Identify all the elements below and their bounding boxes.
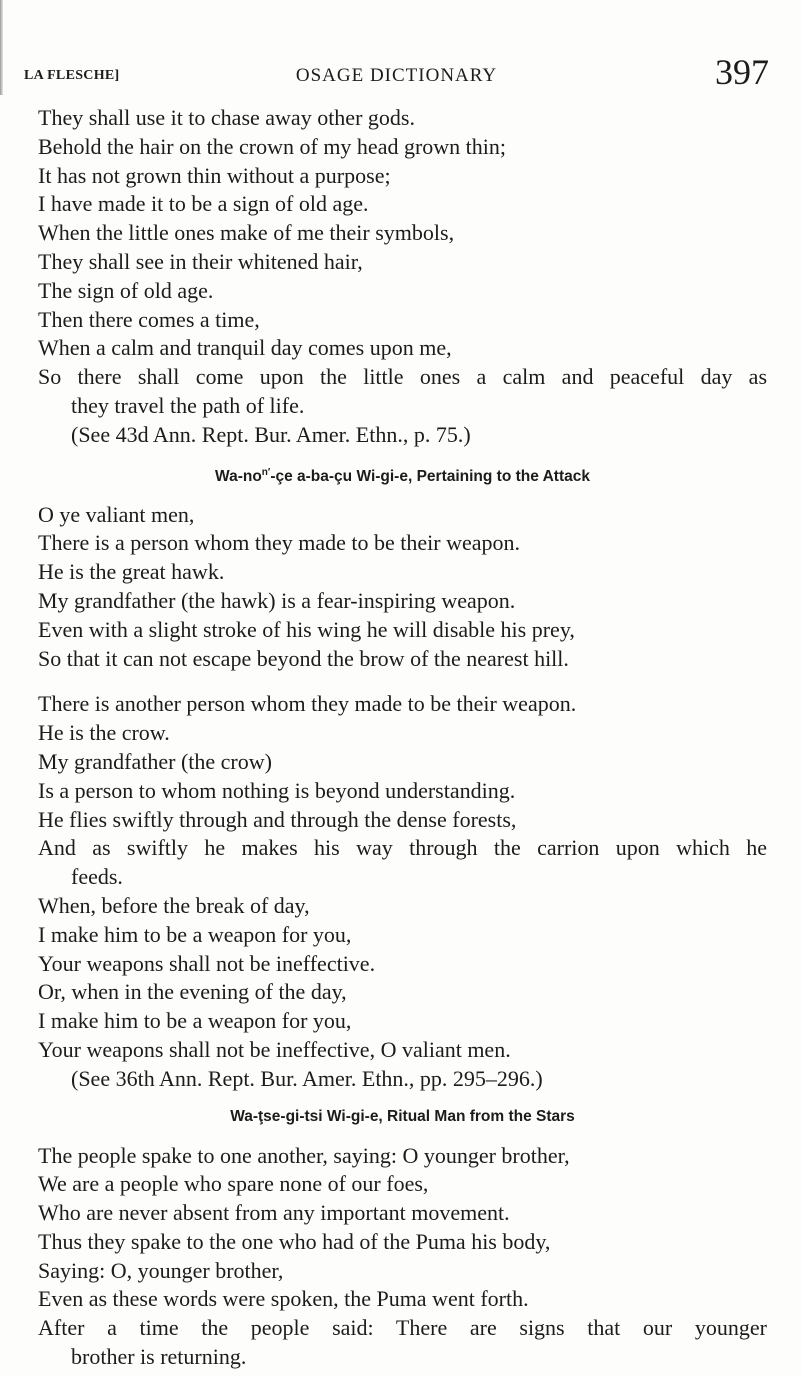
- heading-superscript: n′: [261, 466, 271, 478]
- text-line: O ye valiant men,: [38, 501, 195, 527]
- text-line: feeds.: [71, 864, 123, 890]
- text-line: He is the great hawk.: [38, 559, 225, 585]
- text-line: The people spake to one another, saying: O younger brother,: [38, 1142, 570, 1168]
- text-line: they travel the path of life.: [71, 392, 305, 418]
- text-line: Or, when in the evening of the day,: [38, 979, 347, 1005]
- text-line: We are a people who spare none of our foes,: [38, 1171, 429, 1197]
- citation: (See 36th Ann. Rept. Bur. Amer. Ethn., pp. 295–296.): [71, 1065, 543, 1091]
- text-line: Saying: O, younger brother,: [38, 1257, 284, 1283]
- heading-part: Wa-no: [215, 467, 262, 485]
- text-line: He flies swiftly through and through the dense forests,: [38, 806, 517, 832]
- text-line: When, before the break of day,: [38, 892, 310, 918]
- text-line: There is another person whom they made to be their weapon.: [38, 691, 577, 717]
- text-line: And as swiftly he makes his way through the carrion upon which he: [38, 835, 767, 861]
- text-line: Behold the hair on the crown of my head grown thin;: [38, 133, 507, 159]
- text-line: My grandfather (the crow): [38, 748, 272, 774]
- text-line: I make him to be a weapon for you,: [38, 1008, 352, 1034]
- text-line: There is a person whom they made to be their weapon.: [38, 530, 521, 556]
- section-heading-ritual: Wa-ţse-gi-tsi Wi-gi-e, Ritual Man from the Stars: [230, 1107, 575, 1125]
- page-edge-shadow: [0, 0, 3, 95]
- text-line: So that it can not escape beyond the brow of the nearest hill.: [38, 645, 569, 671]
- text-line: Your weapons shall not be ineffective, O valiant men.: [38, 1036, 511, 1062]
- text-line: brother is returning.: [71, 1344, 247, 1370]
- citation: (See 43d Ann. Rept. Bur. Amer. Ethn., p. 75.): [71, 421, 471, 447]
- text-line: Even with a slight stroke of his wing he will disable his prey,: [38, 616, 575, 642]
- text-line: Is a person to whom nothing is beyond understanding.: [38, 777, 516, 803]
- page-number: 397: [715, 52, 769, 92]
- text-line: Then there comes a time,: [38, 306, 260, 332]
- text-line: After a time the people said: There are signs that our younger: [38, 1315, 767, 1341]
- running-header-author: LA FLESCHE]: [24, 68, 120, 83]
- text-line: They shall use it to chase away other gods.: [38, 105, 415, 130]
- text-line: My grandfather (the hawk) is a fear-inspiring weapon.: [38, 587, 516, 613]
- text-line: When a calm and tranquil day comes upon me,: [38, 335, 452, 361]
- text-line: Your weapons shall not be ineffective.: [38, 950, 376, 976]
- text-line: They shall see in their whitened hair,: [38, 248, 363, 274]
- text-line: The sign of old age.: [38, 277, 214, 303]
- text-line: Even as these words were spoken, the Puma went forth.: [38, 1286, 529, 1312]
- text-line: Who are never absent from any important movement.: [38, 1200, 510, 1226]
- heading-part: -çe a-ba-çu Wi-gi-e, Pertaining to the Attack: [270, 467, 590, 485]
- stanza-gap: [38, 673, 767, 690]
- text-line: He is the crow.: [38, 720, 170, 746]
- text-line: Thus they spake to the one who had of the Puma his body,: [38, 1228, 551, 1254]
- text-line: It has not grown thin without a purpose;: [38, 162, 391, 188]
- page-body: [38, 104, 767, 1372]
- text-line: So there shall come upon the little ones a calm and peaceful day as: [38, 364, 767, 390]
- running-header-title: OSAGE DICTIONARY: [295, 65, 498, 86]
- text-line: I have made it to be a sign of old age.: [38, 191, 369, 217]
- text-line: When the little ones make of me their symbols,: [38, 220, 455, 246]
- text-line: I make him to be a weapon for you,: [38, 921, 352, 947]
- running-header: [24, 52, 769, 100]
- section-heading-attack: [38, 463, 767, 487]
